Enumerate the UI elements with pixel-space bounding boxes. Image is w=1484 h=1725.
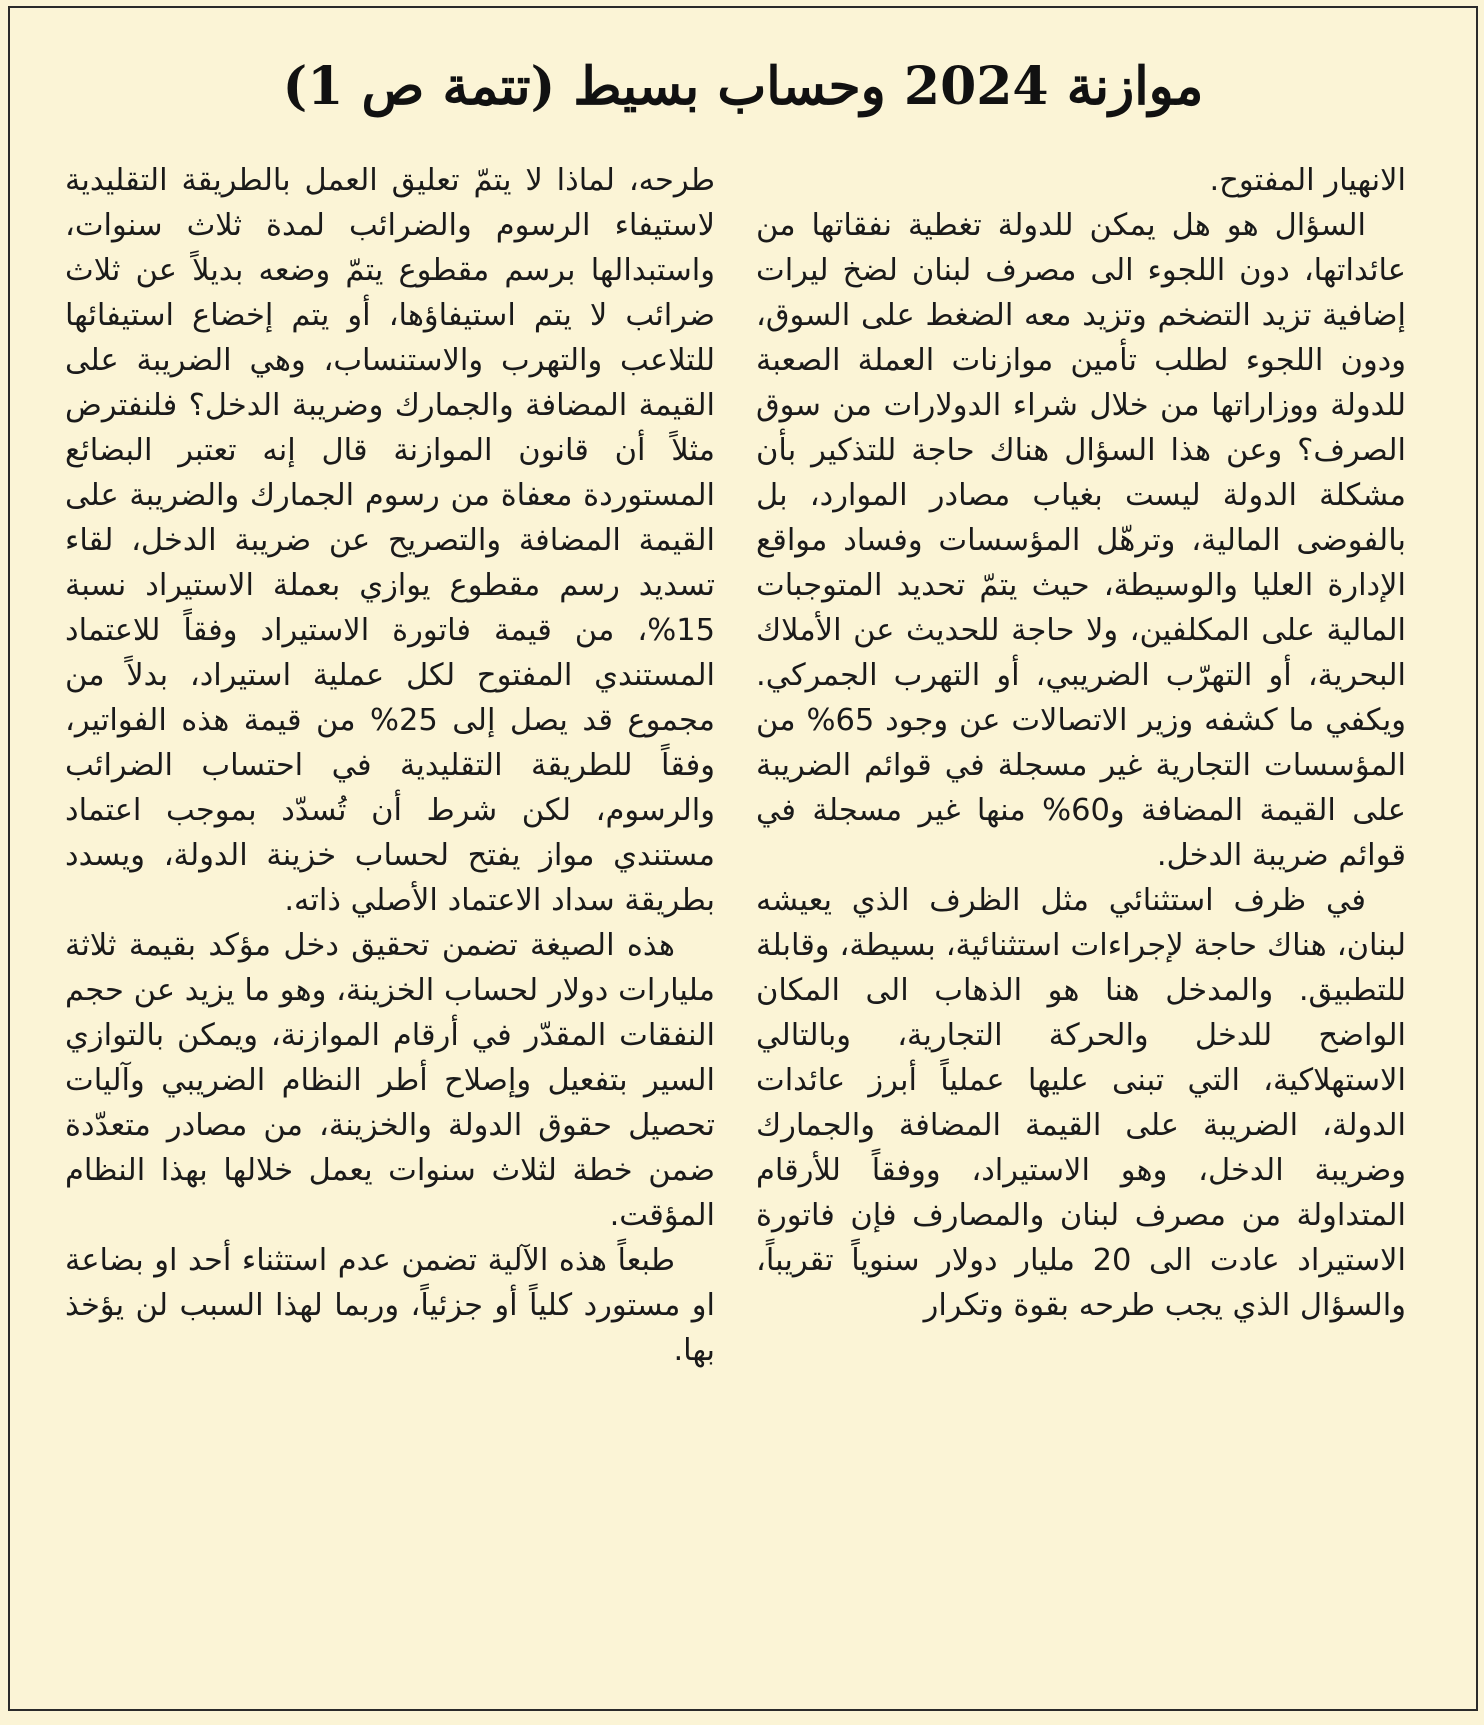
- paragraph: في ظرف استثنائي مثل الظرف الذي يعيشه لبنان، هناك حاجة لإجراءات استثنائية، بسيطة، وقابلة للتطبيق. والمدخل هنا هو الذهاب الى المكان الواضح للدخل والحركة التجارية، وبالتالي الاستهلاكية، التي تبنى عليها عملياً أبرز عائدات الدولة، الضريبة على القيمة المضافة والجمارك وضريبة الدخل، وهو الاستيراد، ووفقاً للأرقام المتداولة من مصرف لبنان والمصارف فإن فاتورة الاستيراد عادت الى 20 مليار دولار سنوياً تقريباً، والسؤال الذي يجب طرحه بقوة وتكرار: [756, 883, 1407, 1323]
- paragraph: الانهيار المفتوح.: [1209, 163, 1406, 198]
- paragraph: السؤال هو هل يمكن للدولة تغطية نفقاتها من عائداتها، دون اللجوء الى مصرف لبنان لضخ ليرات إضافية تزيد التضخم وتزيد معه الضغط على السوق، ودون اللجوء لطلب تأمين موازنات العملة الصعبة للدولة ووزاراتها من خلال شراء الدولارات من سوق الصرف؟ وعن هذا السؤال هناك حاجة للتذكير بأن مشكلة الدولة ليست بغياب مصادر الموارد، بل بالفوضى المالية، وترهّل المؤسسات وفساد مواقع الإدارة العليا والوسيطة، حيث يتمّ تحديد المتوجبات المالية على المكلفين، ولا حاجة للحديث عن الأملاك البحرية، أو التهرّب الضريبي، أو التهرب الجمركي. ويكفي ما كشفه وزير الاتصالات عن وجود 65% من المؤسسات التجارية غير مسجلة في قوائم الضريبة على القيمة المضافة و60% منها غير مسجلة في قوائم ضريبة الدخل.: [756, 208, 1406, 873]
- paragraph: طرحه، لماذا لا يتمّ تعليق العمل بالطريقة التقليدية لاستيفاء الرسوم والضرائب لمدة ثلاث سنوات، واستبدالها برسم مقطوع يتمّ وضعه بديلاً عن ثلاث ضرائب لا يتم استيفاؤها، أو يتم إخضاع استيفائها للتلاعب والتهرب والاستنساب، وهي الضريبة على القيمة المضافة والجمارك وضريبة الدخل؟ فلنفترض مثلاً أن قانون الموازنة قال إنه تعتبر البضائع المستوردة معفاة من رسوم الجمارك والضريبة على القيمة المضافة والتصريح عن ضريبة الدخل، لقاء تسديد رسم مقطوع يوازي بعملة الاستيراد نسبة 15%، من قيمة فاتورة الاستيراد وفقاً للاعتماد المستندي المفتوح لكل عملية استيراد، بدلاً من مجموع قد يصل إلى 25% من قيمة هذه الفواتير، وفقاً للطريقة التقليدية في احتساب الضرائب والرسوم، لكن شرط أن تُسدّد بموجب اعتماد مستندي مواز يفتح لحساب خزينة الدولة، ويسدد بطريقة سداد الاعتماد الأصلي ذاته.: [65, 163, 715, 918]
- newspaper-page: [8, 6, 1478, 1711]
- article-title: موازنة 2024 وحساب بسيط (تتمة ص 1): [282, 56, 1204, 117]
- paragraph: هذه الصيغة تضمن تحقيق دخل مؤكد بقيمة ثلاثة مليارات دولار لحساب الخزينة، وهو ما يزيد عن حجم النفقات المقدّر في أرقام الموازنة، ويمكن بالتوازي السير بتفعيل وإصلاح أطر النظام الضريبي وآليات تحصيل حقوق الدولة والخزينة، من مصادر متعدّدة ضمن خطة لثلاث سنوات يعمل خلالها بهذا النظام المؤقت.: [65, 928, 715, 1233]
- article-column-right: [756, 158, 1406, 1328]
- article-column-left: [65, 158, 715, 1373]
- paragraph: طبعاً هذه الآلية تضمن عدم استثناء أحد او بضاعة او مستورد كلياً أو جزئياً، وربما لهذا السبب لن يؤخذ بها.: [65, 1243, 715, 1368]
